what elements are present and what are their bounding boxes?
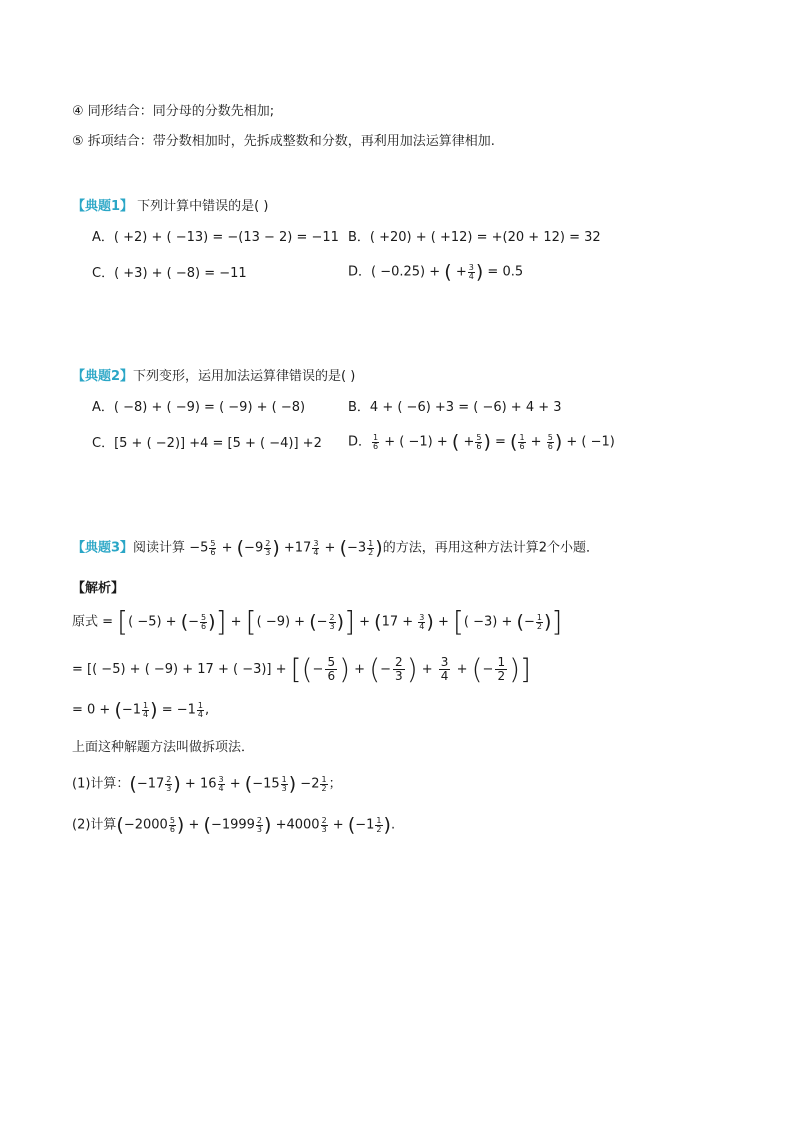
solution-line-2: = [( −5) + ( −9) + 17 + ( −3)] + [(− $\frac{5}{6}$ ) + (− $\frac{2}{3}$ ) + $\frac{3}{4}$ + (− $\frac{1}{2}$ )] — [72, 652, 531, 686]
rule-5: ⑤ 拆项结合：带分数相加时，先拆成整数和分数，再利用加法运算律相加. — [72, 134, 495, 149]
example-1-tag: 【典题1】 — [72, 199, 134, 214]
example-1-option-c: C．( +3) + ( −8) = −11 — [92, 266, 247, 281]
example-1-option-a: A．( +2) + ( −13) = −(13 − 2) = −11 — [92, 230, 339, 245]
solution-line-1: 原式 = [( −5) + (− $\frac{5}{6}$ )] + [( −9) + (− $\frac{2}{3}$ )] + (17 + $\frac{3}{4}$ ) + [( −3) + (− $\frac{1}{2}$ )] — [72, 605, 563, 638]
example-2-tag: 【典题2】 — [72, 369, 134, 384]
example-2-question: 下列变形，运用加法运算律错误的是( ) — [133, 369, 356, 384]
example-1-header — [72, 197, 268, 217]
example-2-option-d: D． $\frac{1}{6}$ + ( −1) + ( + $\frac{5}{6}$ ) = ( $\frac{1}{6}$ + $\frac{5}{6}$ ) + ( −1) — [348, 431, 615, 453]
example-2-option-b: B．4 + ( −6) +3 = ( −6) + 4 + 3 — [348, 400, 562, 415]
solution-line-3: = 0 + (−1 $\frac{1}{4}$ ) = −1 $\frac{1}{4}$ , — [72, 699, 210, 721]
example-1-question: 下列计算中错误的是( ) — [133, 199, 269, 214]
example-2-header — [72, 367, 355, 387]
question-1: (1)计算：(−17 $\frac{2}{3}$ ) + 16 $\frac{3}{4}$ + (−15 $\frac{1}{3}$ ) −2 $\frac{1}{2}$ ； — [72, 773, 342, 795]
example-3-tag: 【典题3】 — [72, 540, 134, 556]
analysis-label: 【解析】 — [72, 581, 125, 596]
example-1-option-b: B．( +20) + ( +12) = +(20 + 12) = 32 — [348, 230, 601, 245]
example-2-option-c: C．[5 + ( −2)] +4 = [5 + ( −4)] +2 — [92, 436, 322, 451]
example-3-header: 【典题3】阅读计算 −5 $\frac{5}{6}$ + (−9 $\frac{2}{3}$ ) +17 $\frac{3}{4}$ + (−3 $\frac{1}{2}$ )的方法，再用这种方法计算2个小题． — [72, 537, 599, 559]
fraction: $\frac{3}{4}$ — [468, 262, 474, 281]
method-note: 上面这种解题方法叫做拆项法． — [72, 740, 255, 755]
question-2: (2)计算(−2000 $\frac{5}{6}$ ) + (−1999 $\frac{2}{3}$ ) +4000 $\frac{2}{3}$ + (−1 $\frac{1}{2}$ ). — [72, 814, 396, 836]
rule-4: ④ 同形结合：同分母的分数先相加; — [72, 104, 275, 119]
example-2-option-a: A．( −8) + ( −9) = ( −9) + ( −8) — [92, 400, 306, 415]
example-1-option-d: D．( −0.25) + ( + $\frac{3}{4}$ ) = 0.5 — [348, 261, 524, 283]
